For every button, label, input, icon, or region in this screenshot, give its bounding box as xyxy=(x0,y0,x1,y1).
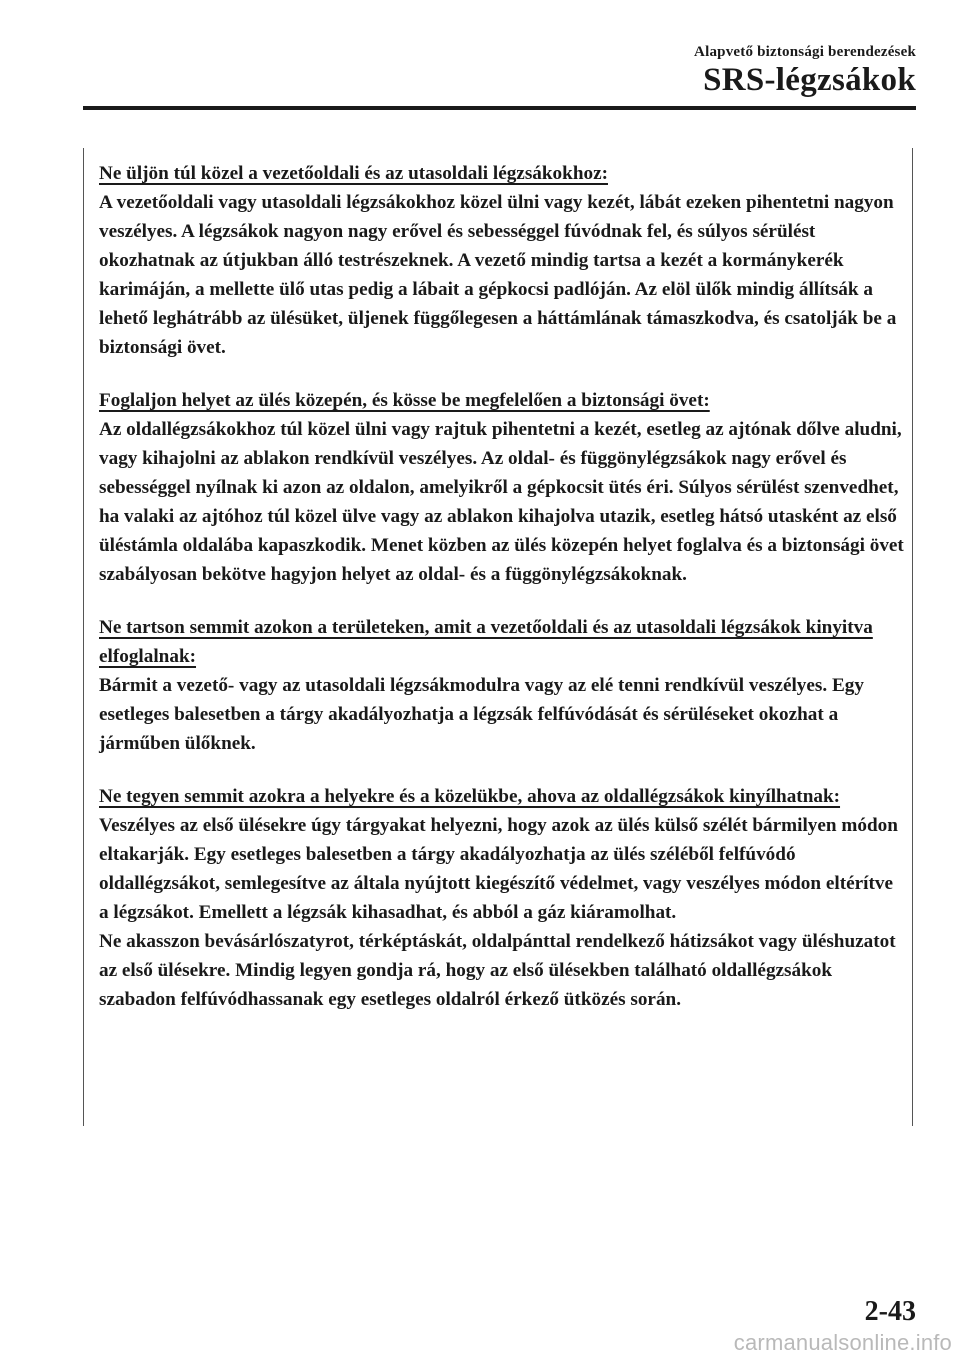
warning-content xyxy=(99,159,904,1038)
page-title: SRS-légzsákok xyxy=(703,62,916,98)
warning-heading: Ne üljön túl közel a vezetőoldali és az utasoldali légzsákokhoz: xyxy=(99,163,608,184)
warning-section xyxy=(99,159,904,362)
warning-paragraph: Az oldallégzsákokhoz túl közel ülni vagy rajtuk pihentetni a kezét, esetleg az ajtónak dőlve aludni, vagy kihajolni az ablakon rendkívül veszélyes. Az oldal- és függönylégzsákok nagy erővel és sebességgel nyílnak ki azon az oldalon, amelyikről a gépkocsit ütés éri. Súlyos sérülést szenvedhet, ha valaki az ajtóhoz túl közel ülve vagy az ablakon kihajolva utazik, esetleg hátsó utasként az első üléstámla oldalába kapaszkodik. Menet közben az ülés közepén helyet foglalva és a biztonsági övet szabályosan bekötve hagyjon helyet az oldal- és a függönylégzsákoknak. xyxy=(99,419,904,585)
warning-paragraph: A vezetőoldali vagy utasoldali légzsákokhoz közel ülni vagy kezét, lábát ezeken pihentetni nagyon veszélyes. A légzsákok nagyon nagy erővel és sebességgel fúvódnak fel, és súlyos sérülést okozhatnak az útjukban álló testrészeknek. A vezető mindig tartsa a kezét a kormánykerék karimáján, a mellette ülő utas pedig a lábait a gépkocsi padlóján. Az elöl ülők mindig állítsák a lehető leghátrább az ülésüket, üljenek függőlegesen a háttámlának támaszkodva, és csatolják be a biztonsági övet. xyxy=(99,192,897,358)
warning-paragraph: Veszélyes az első ülésekre úgy tárgyakat helyezni, hogy azok az ülés külső szélét bármilyen módon eltakarják. Egy esetleges balesetben a tárgy akadályozhatja az ülés széléből felfúvódó oldallégzsákot, semlegesítve az általa nyújtott kiegészítő védelmet, vagy veszélyes módon eltérítve a légzsákot. Emellett a légzsák kihasadhat, és abból a gáz kiáramolhat. xyxy=(99,815,898,923)
warning-paragraph: Ne akasszon bevásárlószatyrot, térképtáskát, oldalpánttal rendelkező hátizsákot vagy üléshuzatot az első ülésekre. Mindig legyen gondja rá, hogy az első ülésekben található oldallégzsákok szabadon felfúvódhassanak egy esetleges oldalról érkező ütközés során. xyxy=(99,931,896,1010)
header-rule xyxy=(83,106,916,110)
warning-section xyxy=(99,386,904,589)
warning-box-left-border xyxy=(83,148,84,1126)
warning-heading: Foglaljon helyet az ülés közepén, és kösse be megfelelően a biztonsági övet: xyxy=(99,390,710,411)
warning-box-right-border xyxy=(912,148,913,1126)
page-number: 2-43 xyxy=(864,1296,916,1327)
warning-heading: Ne tartson semmit azokon a területeken, amit a vezetőoldali és az utasoldali légzsákok kinyitva elfoglalnak: xyxy=(99,617,873,667)
warning-section xyxy=(99,782,904,1014)
watermark-text: carmanualsonline.info xyxy=(733,1330,952,1355)
warning-heading: Ne tegyen semmit azokra a helyekre és a közelükbe, ahova az oldallégzsákok kinyílhatnak: xyxy=(99,786,841,807)
section-subtitle: Alapvető biztonsági berendezések xyxy=(694,44,916,60)
warning-paragraph: Bármit a vezető- vagy az utasoldali légzsákmodulra vagy az elé tenni rendkívül veszélyes. Egy esetleges balesetben a tárgy akadályozhatja a légzsák felfúvódását és sérüléseket okozhat a járműben ülőknek. xyxy=(99,675,864,754)
warning-section xyxy=(99,613,904,758)
